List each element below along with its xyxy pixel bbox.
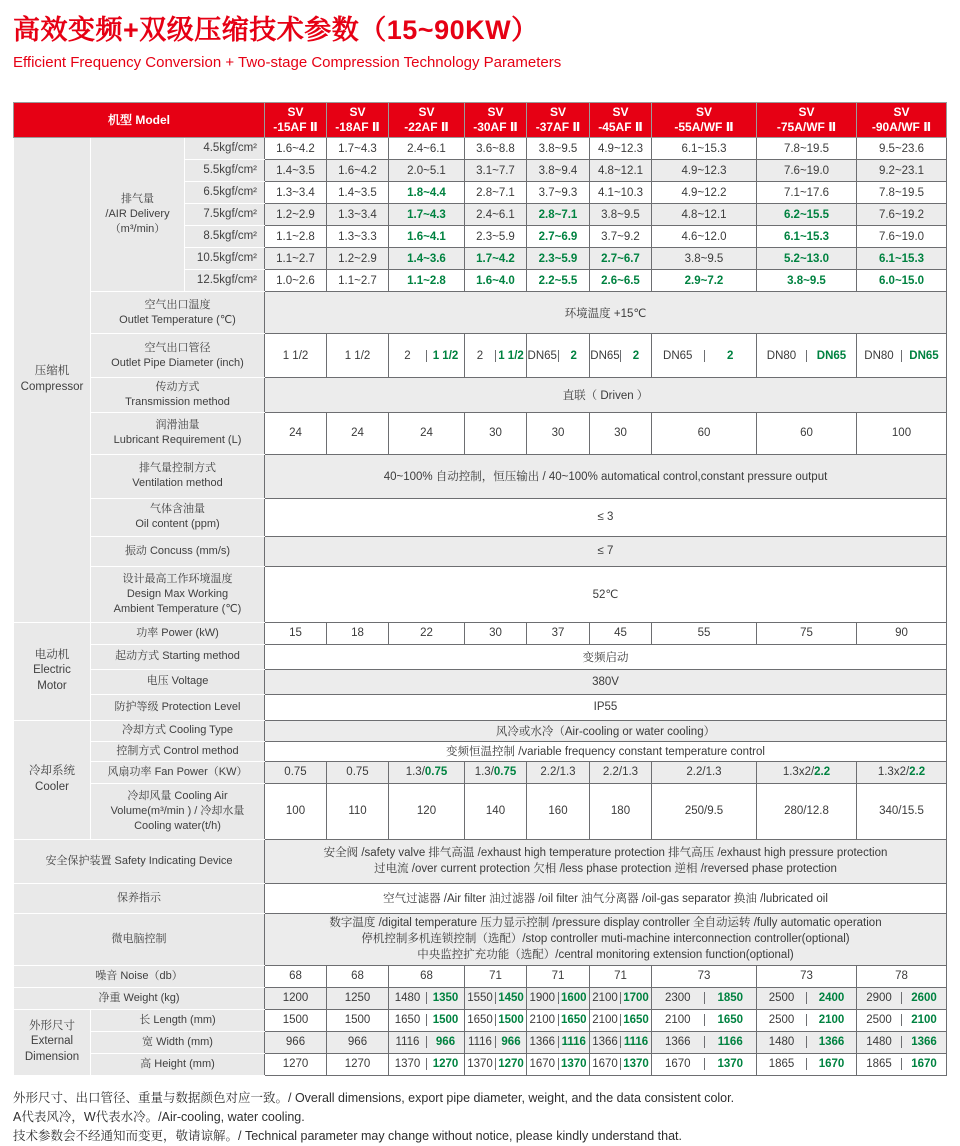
noise-cell: 78 xyxy=(857,965,947,987)
fan-power-cell: 1.3/0.75 xyxy=(465,761,527,783)
air-delivery-cell: 1.7~4.3 xyxy=(389,204,465,226)
air-delivery-cell: 3.6~8.8 xyxy=(465,138,527,160)
lubricant-requirement-cell: 24 xyxy=(389,412,465,454)
pressure-label: 7.5kgf/cm² xyxy=(185,204,265,226)
height-cell: 1865 1670 xyxy=(757,1053,857,1075)
outlet-temperature-label: 空气出口温度 Outlet Temperature (℃) xyxy=(91,292,265,334)
pipe-diameter-cell: 1 1/2 xyxy=(265,334,327,378)
model-column-header: SV -18AF Ⅱ xyxy=(327,103,389,138)
maintenance-indication-label: 保养指示 xyxy=(14,883,265,913)
air-delivery-cell: 2.4~6.1 xyxy=(389,138,465,160)
noise-cell: 73 xyxy=(757,965,857,987)
air-delivery-cell: 4.8~12.1 xyxy=(590,160,652,182)
air-delivery-cell: 1.4~3.6 xyxy=(389,248,465,270)
air-delivery-cell: 2.7~6.9 xyxy=(527,226,590,248)
fan-power-row xyxy=(14,761,947,783)
transmission-method-value: 直联（ Driven ） xyxy=(265,378,947,413)
cooling-air-volume-cell: 120 xyxy=(389,783,465,839)
air-delivery-row xyxy=(14,138,947,160)
starting-method-value: 变频启动 xyxy=(265,644,947,669)
noise-cell: 71 xyxy=(465,965,527,987)
air-delivery-cell: 1.1~2.7 xyxy=(327,270,389,292)
height-cell: 1270 xyxy=(327,1053,389,1075)
power-cell: 45 xyxy=(590,622,652,644)
air-delivery-cell: 7.6~19.0 xyxy=(857,226,947,248)
air-delivery-cell: 1.4~3.5 xyxy=(327,182,389,204)
net-weight-cell: 2100 1700 xyxy=(590,987,652,1009)
length-cell: 2100 1650 xyxy=(527,1009,590,1031)
air-delivery-cell: 6.2~15.5 xyxy=(757,204,857,226)
air-delivery-cell: 7.1~17.6 xyxy=(757,182,857,204)
air-delivery-cell: 2.4~6.1 xyxy=(465,204,527,226)
width-cell: 1366 1116 xyxy=(527,1031,590,1053)
pipe-diameter-label: 空气出口管径 Outlet Pipe Diameter (inch) xyxy=(91,334,265,378)
outlet-temperature-value: 环境温度 +15℃ xyxy=(265,292,947,334)
lubricant-requirement-cell: 60 xyxy=(652,412,757,454)
page-subtitle: Efficient Frequency Conversion + Two-stage Compression Technology Parameters xyxy=(13,54,562,71)
net-weight-row xyxy=(14,987,947,1009)
noise-cell: 68 xyxy=(327,965,389,987)
power-cell: 37 xyxy=(527,622,590,644)
air-delivery-cell: 1.3~3.4 xyxy=(327,204,389,226)
parameters-table xyxy=(13,102,947,1076)
fan-power-cell: 2.2/1.3 xyxy=(590,761,652,783)
model-column-header: SV -45AF Ⅱ xyxy=(590,103,652,138)
power-label: 功率 Power (kW) xyxy=(91,622,265,644)
cooling-air-volume-cell: 110 xyxy=(327,783,389,839)
safety-indicating-device-label: 安全保护装置 Safety Indicating Device xyxy=(14,839,265,883)
outlet-temperature-row xyxy=(14,292,947,334)
height-cell: 1270 xyxy=(265,1053,327,1075)
air-delivery-cell: 1.1~2.8 xyxy=(265,226,327,248)
model-column-header: SV -15AF Ⅱ xyxy=(265,103,327,138)
ventilation-method-label: 排气量控制方式 Ventilation method xyxy=(91,454,265,498)
protection-level-value: IP55 xyxy=(265,694,947,720)
pipe-diameter-row xyxy=(14,334,947,378)
table-header-row xyxy=(14,103,947,138)
noise-label: 噪音 Noise（db） xyxy=(14,965,265,987)
net-weight-cell: 1550 1450 xyxy=(465,987,527,1009)
lubricant-requirement-cell: 30 xyxy=(527,412,590,454)
air-delivery-cell: 1.6~4.0 xyxy=(465,270,527,292)
lubricant-requirement-cell: 24 xyxy=(265,412,327,454)
width-cell: 1366 1116 xyxy=(590,1031,652,1053)
air-delivery-cell: 2.7~6.7 xyxy=(590,248,652,270)
air-delivery-cell: 1.6~4.2 xyxy=(265,138,327,160)
air-delivery-cell: 2.9~7.2 xyxy=(652,270,757,292)
length-cell: 1650 1500 xyxy=(389,1009,465,1031)
lubricant-requirement-cell: 24 xyxy=(327,412,389,454)
power-cell: 22 xyxy=(389,622,465,644)
air-delivery-label: 排气量 /AIR Delivery （m³/min） xyxy=(91,138,185,292)
width-label: 宽 Width (mm) xyxy=(91,1031,265,1053)
microcomputer-control-row xyxy=(14,913,947,965)
pipe-diameter-cell: 2 1 1/2 xyxy=(389,334,465,378)
width-cell: 1116 966 xyxy=(465,1031,527,1053)
lubricant-requirement-cell: 60 xyxy=(757,412,857,454)
group-dimension: 外形尺寸 External Dimension xyxy=(14,1009,91,1075)
air-delivery-cell: 7.6~19.0 xyxy=(757,160,857,182)
air-delivery-cell: 3.8~9.5 xyxy=(757,270,857,292)
cooling-air-volume-cell: 100 xyxy=(265,783,327,839)
air-delivery-cell: 1.6~4.2 xyxy=(327,160,389,182)
air-delivery-cell: 4.8~12.1 xyxy=(652,204,757,226)
oil-content-value: ≤ 3 xyxy=(265,498,947,536)
lubricant-requirement-label: 润滑油量 Lubricant Requirement (L) xyxy=(91,412,265,454)
air-delivery-cell: 6.1~15.3 xyxy=(857,248,947,270)
air-delivery-cell: 1.3~3.4 xyxy=(265,182,327,204)
design-max-ambient-temp-label: 设计最高工作环境温度 Design Max Working Ambient Temperature (℃) xyxy=(91,566,265,622)
group-compressor: 压缩机 Compressor xyxy=(14,138,91,623)
cooling-type-label: 冷却方式 Cooling Type xyxy=(91,720,265,741)
noise-cell: 68 xyxy=(265,965,327,987)
air-delivery-cell: 1.2~2.9 xyxy=(327,248,389,270)
air-delivery-cell: 1.1~2.7 xyxy=(265,248,327,270)
voltage-label: 电压 Voltage xyxy=(91,669,265,694)
control-method-label: 控制方式 Control method xyxy=(91,741,265,761)
air-delivery-cell: 7.6~19.2 xyxy=(857,204,947,226)
height-cell: 1865 1670 xyxy=(857,1053,947,1075)
air-delivery-cell: 1.3~3.3 xyxy=(327,226,389,248)
air-delivery-cell: 1.1~2.8 xyxy=(389,270,465,292)
group-cooler: 冷却系统 Cooler xyxy=(14,720,91,839)
oil-content-row xyxy=(14,498,947,536)
transmission-method-label: 传动方式 Transmission method xyxy=(91,378,265,413)
pressure-label: 4.5kgf/cm² xyxy=(185,138,265,160)
control-method-value: 变频恒温控制 /variable frequency constant temperature control xyxy=(265,741,947,761)
protection-level-row xyxy=(14,694,947,720)
pressure-label: 8.5kgf/cm² xyxy=(185,226,265,248)
power-cell: 90 xyxy=(857,622,947,644)
air-delivery-cell: 3.8~9.5 xyxy=(527,138,590,160)
cooling-air-volume-label: 冷却风量 Cooling Air Volume(m³/min ) / 冷却水量 Cooling water(t/h) xyxy=(91,783,265,839)
length-cell: 2100 1650 xyxy=(590,1009,652,1031)
cooling-air-volume-cell: 180 xyxy=(590,783,652,839)
length-cell: 2500 2100 xyxy=(857,1009,947,1031)
concuss-label: 振动 Concuss (mm/s) xyxy=(91,536,265,566)
air-delivery-cell: 1.8~4.4 xyxy=(389,182,465,204)
lubricant-requirement-cell: 30 xyxy=(590,412,652,454)
length-cell: 1500 xyxy=(327,1009,389,1031)
air-delivery-cell: 1.4~3.5 xyxy=(265,160,327,182)
air-delivery-cell: 2.6~6.5 xyxy=(590,270,652,292)
width-row xyxy=(14,1031,947,1053)
noise-cell: 71 xyxy=(527,965,590,987)
ventilation-method-value: 40~100% 自动控制，恒压输出 / 40~100% automatical control,constant pressure output xyxy=(265,454,947,498)
air-delivery-cell: 4.1~10.3 xyxy=(590,182,652,204)
microcomputer-control-value: 数字温度 /digital temperature 压力显示控制 /pressure display controller 全自动运转 /fully automatic operation 停机控制多机连锁控制（选配）/stop controller muti-machine interconnection controller(optional) 中央监控扩充功能（选配）/central monitoring extension function(optional) xyxy=(265,913,947,965)
air-delivery-cell: 2.3~5.9 xyxy=(465,226,527,248)
air-delivery-cell: 1.6~4.1 xyxy=(389,226,465,248)
pressure-label: 10.5kgf/cm² xyxy=(185,248,265,270)
cooling-air-volume-cell: 160 xyxy=(527,783,590,839)
pipe-diameter-cell: 1 1/2 xyxy=(327,334,389,378)
fan-power-cell: 1.3x2/2.2 xyxy=(857,761,947,783)
air-delivery-cell: 6.1~15.3 xyxy=(652,138,757,160)
net-weight-cell: 2500 2400 xyxy=(757,987,857,1009)
width-cell: 1116 966 xyxy=(389,1031,465,1053)
footnote-line: 技术参数会不经通知而变更，敬请谅解。/ Technical parameter may change without notice, please kindly understand that. xyxy=(13,1128,683,1143)
width-cell: 966 xyxy=(265,1031,327,1053)
ventilation-method-row xyxy=(14,454,947,498)
cooling-air-volume-cell: 250/9.5 xyxy=(652,783,757,839)
fan-power-cell: 0.75 xyxy=(265,761,327,783)
safety-indicating-device-row xyxy=(14,839,947,883)
cooling-air-volume-cell: 140 xyxy=(465,783,527,839)
model-column-header: SV -90A/WF Ⅱ xyxy=(857,103,947,138)
starting-method-row xyxy=(14,644,947,669)
cooling-type-value: 风冷或水冷（Air-cooling or water cooling） xyxy=(265,720,947,741)
model-column-header: SV -55A/WF Ⅱ xyxy=(652,103,757,138)
air-delivery-cell: 2.2~5.5 xyxy=(527,270,590,292)
air-delivery-cell: 2.0~5.1 xyxy=(389,160,465,182)
air-delivery-cell: 4.9~12.3 xyxy=(652,160,757,182)
air-delivery-cell: 1.0~2.6 xyxy=(265,270,327,292)
control-method-row xyxy=(14,741,947,761)
air-delivery-cell: 6.1~15.3 xyxy=(757,226,857,248)
model-column-header: SV -75A/WF Ⅱ xyxy=(757,103,857,138)
noise-cell: 73 xyxy=(652,965,757,987)
group-motor: 电动机 Electric Motor xyxy=(14,622,91,720)
air-delivery-cell: 3.8~9.5 xyxy=(652,248,757,270)
height-cell: 1370 1270 xyxy=(389,1053,465,1075)
pipe-diameter-cell: DN65 2 xyxy=(527,334,590,378)
height-cell: 1370 1270 xyxy=(465,1053,527,1075)
air-delivery-cell: 3.7~9.3 xyxy=(527,182,590,204)
noise-cell: 68 xyxy=(389,965,465,987)
pressure-label: 6.5kgf/cm² xyxy=(185,182,265,204)
width-cell: 966 xyxy=(327,1031,389,1053)
net-weight-label: 净重 Weight (kg) xyxy=(14,987,265,1009)
air-delivery-cell: 4.9~12.2 xyxy=(652,182,757,204)
power-cell: 15 xyxy=(265,622,327,644)
footnotes xyxy=(13,1089,946,1146)
protection-level-label: 防护等级 Protection Level xyxy=(91,694,265,720)
air-delivery-cell: 4.6~12.0 xyxy=(652,226,757,248)
height-cell: 1670 1370 xyxy=(527,1053,590,1075)
fan-power-cell: 1.3/0.75 xyxy=(389,761,465,783)
length-cell: 2100 1650 xyxy=(652,1009,757,1031)
air-delivery-cell: 3.8~9.5 xyxy=(590,204,652,226)
power-row xyxy=(14,622,947,644)
footnote-line: A代表风冷，W代表水冷。/Air-cooling, water cooling. xyxy=(13,1109,305,1124)
page-title: 高效变频+双级压缩技术参数（15~90KW） xyxy=(13,15,539,45)
design-max-ambient-temp-value: 52℃ xyxy=(265,566,947,622)
design-max-ambient-temp-row xyxy=(14,566,947,622)
net-weight-cell: 2300 1850 xyxy=(652,987,757,1009)
air-delivery-cell: 7.8~19.5 xyxy=(857,182,947,204)
pipe-diameter-cell: 2 1 1/2 xyxy=(465,334,527,378)
noise-cell: 71 xyxy=(590,965,652,987)
lubricant-requirement-cell: 30 xyxy=(465,412,527,454)
concuss-value: ≤ 7 xyxy=(265,536,947,566)
oil-content-label: 气体含油量 Oil content (ppm) xyxy=(91,498,265,536)
pressure-label: 12.5kgf/cm² xyxy=(185,270,265,292)
safety-indicating-device-value: 安全阀 /safety valve 排气高温 /exhaust high temperature protection 排气高压 /exhaust high pressure protection 过电流 /over current protection 欠相 /less phase protection 逆相 /reversed phase protection xyxy=(265,839,947,883)
model-header-label: 机型 Model xyxy=(14,103,265,138)
air-delivery-cell: 1.7~4.2 xyxy=(465,248,527,270)
fan-power-cell: 2.2/1.3 xyxy=(527,761,590,783)
cooling-air-volume-cell: 340/15.5 xyxy=(857,783,947,839)
model-column-header: SV -37AF Ⅱ xyxy=(527,103,590,138)
cooling-type-row xyxy=(14,720,947,741)
height-cell: 1670 1370 xyxy=(652,1053,757,1075)
pressure-label: 5.5kgf/cm² xyxy=(185,160,265,182)
microcomputer-control-label: 微电脑控制 xyxy=(14,913,265,965)
fan-power-label: 风扇功率 Fan Power（KW） xyxy=(91,761,265,783)
maintenance-indication-value: 空气过滤器 /Air filter 油过滤器 /oil filter 油气分离器 /oil-gas separator 换油 /lubricated oil xyxy=(265,883,947,913)
length-cell: 1500 xyxy=(265,1009,327,1031)
power-cell: 75 xyxy=(757,622,857,644)
air-delivery-cell: 6.0~15.0 xyxy=(857,270,947,292)
power-cell: 55 xyxy=(652,622,757,644)
fan-power-cell: 1.3x2/2.2 xyxy=(757,761,857,783)
width-cell: 1366 1166 xyxy=(652,1031,757,1053)
net-weight-cell: 1900 1600 xyxy=(527,987,590,1009)
width-cell: 1480 1366 xyxy=(857,1031,947,1053)
height-row xyxy=(14,1053,947,1075)
voltage-value: 380V xyxy=(265,669,947,694)
transmission-method-row xyxy=(14,378,947,413)
pipe-diameter-cell: DN80 DN65 xyxy=(757,334,857,378)
air-delivery-cell: 2.8~7.1 xyxy=(527,204,590,226)
air-delivery-cell: 1.7~4.3 xyxy=(327,138,389,160)
length-label: 长 Length (mm) xyxy=(91,1009,265,1031)
noise-row xyxy=(14,965,947,987)
cooling-air-volume-cell: 280/12.8 xyxy=(757,783,857,839)
length-row xyxy=(14,1009,947,1031)
power-cell: 30 xyxy=(465,622,527,644)
power-cell: 18 xyxy=(327,622,389,644)
air-delivery-cell: 3.8~9.4 xyxy=(527,160,590,182)
net-weight-cell: 1200 xyxy=(265,987,327,1009)
cooling-air-volume-row xyxy=(14,783,947,839)
net-weight-cell: 2900 2600 xyxy=(857,987,947,1009)
starting-method-label: 起动方式 Starting method xyxy=(91,644,265,669)
air-delivery-cell: 9.2~23.1 xyxy=(857,160,947,182)
pipe-diameter-cell: DN65 2 xyxy=(590,334,652,378)
fan-power-cell: 0.75 xyxy=(327,761,389,783)
lubricant-requirement-cell: 100 xyxy=(857,412,947,454)
concuss-row xyxy=(14,536,947,566)
footnote-line: 外形尺寸、出口管径、重量与数据颜色对应一致。/ Overall dimensions, export pipe diameter, weight, and the data consistent color. xyxy=(13,1090,735,1105)
width-cell: 1480 1366 xyxy=(757,1031,857,1053)
model-column-header: SV -30AF Ⅱ xyxy=(465,103,527,138)
air-delivery-cell: 1.2~2.9 xyxy=(265,204,327,226)
fan-power-cell: 2.2/1.3 xyxy=(652,761,757,783)
air-delivery-cell: 5.2~13.0 xyxy=(757,248,857,270)
net-weight-cell: 1250 xyxy=(327,987,389,1009)
net-weight-cell: 1480 1350 xyxy=(389,987,465,1009)
lubricant-requirement-row xyxy=(14,412,947,454)
length-cell: 1650 1500 xyxy=(465,1009,527,1031)
air-delivery-cell: 2.3~5.9 xyxy=(527,248,590,270)
height-label: 高 Height (mm) xyxy=(91,1053,265,1075)
air-delivery-cell: 2.8~7.1 xyxy=(465,182,527,204)
air-delivery-cell: 7.8~19.5 xyxy=(757,138,857,160)
air-delivery-cell: 3.1~7.7 xyxy=(465,160,527,182)
voltage-row xyxy=(14,669,947,694)
pipe-diameter-cell: DN80 DN65 xyxy=(857,334,947,378)
air-delivery-cell: 4.9~12.3 xyxy=(590,138,652,160)
maintenance-indication-row xyxy=(14,883,947,913)
air-delivery-cell: 9.5~23.6 xyxy=(857,138,947,160)
height-cell: 1670 1370 xyxy=(590,1053,652,1075)
air-delivery-cell: 3.7~9.2 xyxy=(590,226,652,248)
pipe-diameter-cell: DN65 2 xyxy=(652,334,757,378)
model-column-header: SV -22AF Ⅱ xyxy=(389,103,465,138)
length-cell: 2500 2100 xyxy=(757,1009,857,1031)
